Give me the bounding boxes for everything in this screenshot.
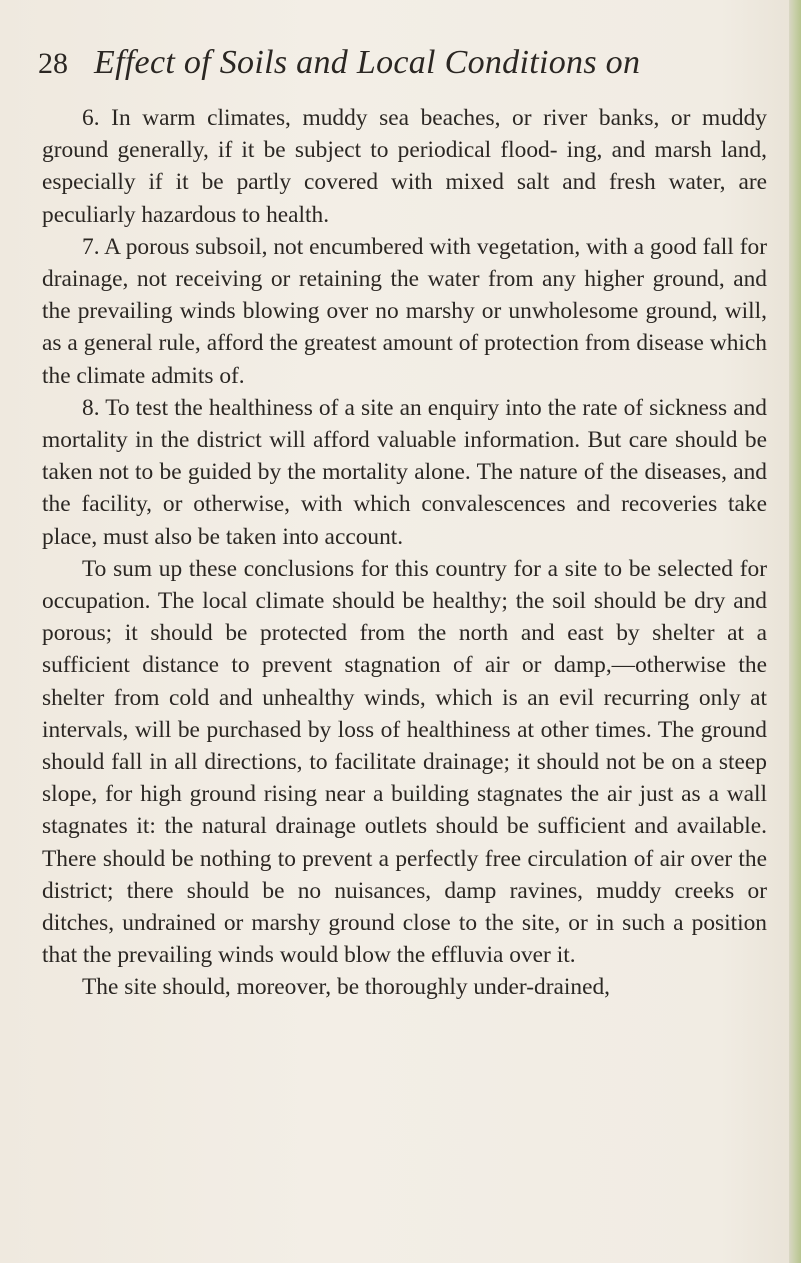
paragraph-closing: The site should, moreover, be thoroughly under-drained,: [82, 974, 610, 1001]
page-header: [38, 44, 738, 94]
page-number: 28: [38, 47, 68, 80]
paragraph-summary: To sum up these conclusions for this country for a site to be selected for occupation. The local climate should be healthy; the soil should be dry and porous; it should be protected from the north and east by shelter at a sufficient distance to prevent stagnation of air or damp,—otherwise the shelter from cold and unhealthy winds, which is an evil recurring only at intervals, will be purchased by loss of healthiness at other times. The ground should fall in all directions, to facilitate drainage; it should not be on a steep slope, for high ground rising near a building stagnates the air just as a wall stagnates it: the natural drainage outlets should be sufficient and available. There should be nothing to prevent a perfectly free circulation of air over the district; there should be no nuisances, damp ravines, muddy creeks or ditches, undrained or marshy ground close to the site, or in such a position that the prevailing winds would blow the effluvia over it.: [42, 555, 767, 969]
paragraph-6: 6. In warm climates, muddy sea beaches, or river banks, or muddy ground generally, if it be subject to periodical flood- ing, and marsh land, especially if it be partly covered with mixed salt and fresh water, are peculiarly hazardous to health.: [42, 105, 767, 228]
body-text: [42, 102, 767, 1004]
running-title: Effect of Soils and Local Conditions on: [94, 44, 641, 81]
page-edge: [789, 0, 801, 1263]
paragraph-7: 7. A porous subsoil, not encumbered with vegetation, with a good fall for drainage, not receiving or retaining the water from any higher ground, and the prevailing winds blowing over no marshy or unwholesome ground, will, as a general rule, afford the greatest amount of protection from disease which the climate admits of.: [42, 233, 767, 389]
paragraph-8: 8. To test the healthiness of a site an enquiry into the rate of sickness and mortality in the district will afford valuable information. But care should be taken not to be guided by the mortality alone. The nature of the diseases, and the facility, or otherwise, with which convalescences and recoveries take place, must also be taken into account.: [42, 394, 767, 550]
